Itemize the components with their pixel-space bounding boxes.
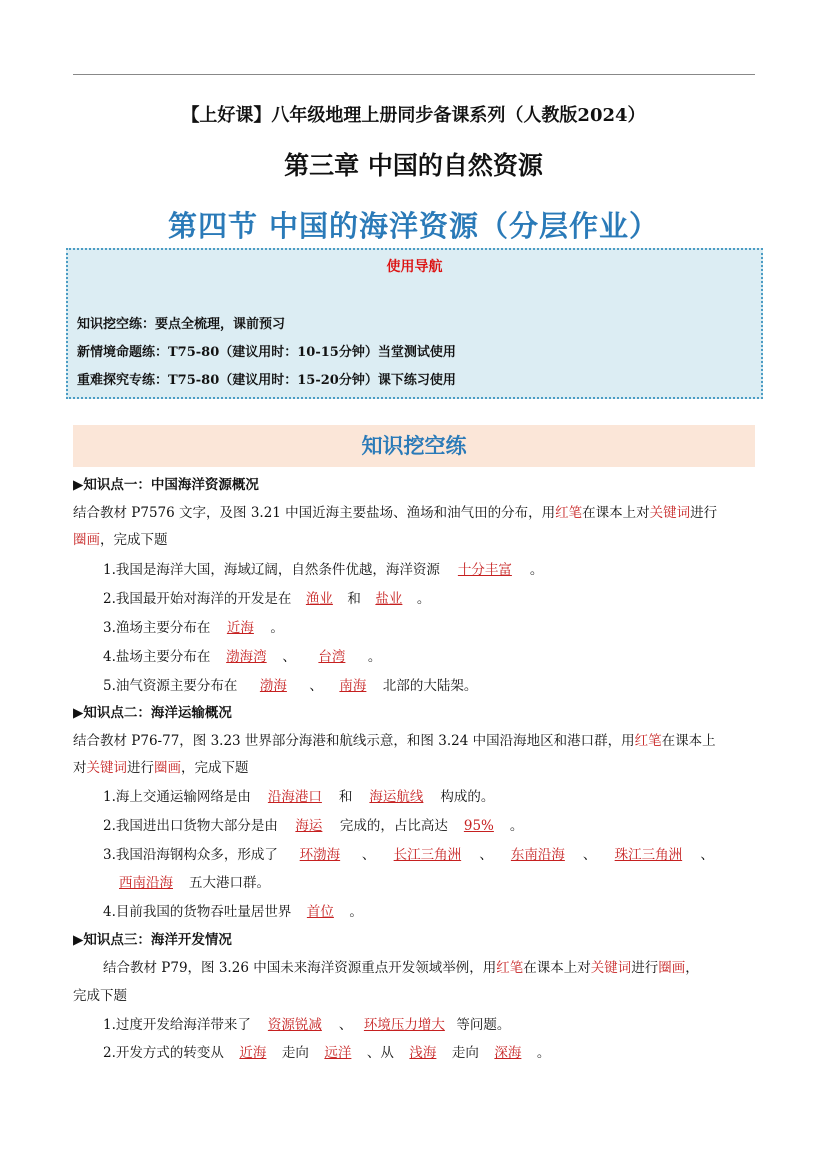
answer-blank: 95% [463,818,494,834]
kp2-question-3: 3.我国沿海钢构众多，形成了 环渤海 、 长江三角洲 、 东南沿海 、 珠江三角洲 、 [103,847,714,863]
kp2-intro: 结合教材 P76-77，图 3.23 世界部分海港和航线示意，和图 3.24 中国沿海地区和港口群，用红笔在课本上 [73,733,716,749]
kp3-question-2: 2.开发方式的转变从 近海 走向 远洋 、从 浅海 走向 深海 。 [103,1045,551,1061]
answer-blank: 台湾 [318,649,346,665]
kp1-question-2: 2.我国最开始对海洋的开发是在 渔业 和 盐业 。 [103,591,431,607]
section-title: 第四节 中国的海洋资源（分层作业） [167,209,660,243]
kp2-question-4: 4.目前我国的货物吞吐量居世界 首位 。 [103,904,363,920]
answer-blank: 近海 [226,620,254,636]
answer-blank: 长江三角洲 [393,847,462,863]
knowledge-point-1-title: ▶知识点一：中国海洋资源概况 [73,477,259,493]
kp3-question-1: 1.过度开发给海洋带来了 资源锐减 、 环境压力增大 等问题。 [103,1017,511,1033]
answer-blank: 盐业 [375,591,403,607]
kp1-intro: 结合教材 P7576 文字，及图 3.21 中国近海主要盐场、渔场和油气田的分布，用红笔在课本上对关键词进行 [73,505,718,521]
nav-line-2: 新情境命题练：T75-80（建议用时：10-15分钟）当堂测试使用 [77,345,456,360]
nav-line-3: 重难探究专练：T75-80（建议用时：15-20分钟）课下练习使用 [77,373,456,388]
answer-blank: 浅海 [409,1045,437,1061]
kp1-question-4: 4.盐场主要分布在 渤海湾 、 台湾 。 [103,649,382,665]
kp1-question-1: 1.我国是海洋大国，海域辽阔，自然条件优越，海洋资源 十分丰富 。 [103,562,544,578]
nav-title: 使用导航 [386,259,443,275]
kp3-intro-cont: 完成下题 [73,988,127,1004]
header-rule [73,74,755,75]
kp2-question-2: 2.我国进出口货物大部分是由 海运 完成的，占比高达 95% 。 [103,818,524,834]
answer-blank: 深海 [494,1045,522,1061]
answer-blank: 西南沿海 [119,875,173,891]
answer-blank: 珠江三角洲 [614,847,683,863]
chapter-title: 第三章 中国的自然资源 [284,151,543,180]
kp2-question-3-cont: 西南沿海 五大港口群。 [103,873,270,893]
answer-blank: 海运航线 [369,789,424,805]
answer-blank: 渤海 [259,678,287,694]
answer-blank: 环境压力增大 [363,1017,445,1033]
answer-blank: 东南沿海 [510,847,565,863]
kp2-question-1: 1.海上交通运输网络是由 沿海港口 和 海运航线 构成的。 [103,789,495,805]
kp1-intro-cont: 圈画，完成下题 [73,532,168,548]
answer-blank: 首位 [306,904,334,920]
answer-blank: 渔业 [305,591,333,607]
kp3-intro: 结合教材 P79，图 3.26 中国未来海洋资源重点开发领域举例，用红笔在课本上对关键词进行圈画， [103,960,699,976]
answer-blank: 十分丰富 [457,562,512,578]
nav-line-1: 知识挖空练：要点全梳理，课前预习 [77,317,286,332]
kp2-intro-cont: 对关键词进行圈画，完成下题 [73,760,249,776]
section-banner: 知识挖空练 [73,425,755,467]
series-title: 【上好课】八年级地理上册同步备课系列（人教版2024） [181,105,646,126]
answer-blank: 南海 [339,678,367,694]
answer-blank: 远洋 [324,1045,352,1061]
kp1-question-3: 3.渔场主要分布在 近海 。 [103,620,284,636]
usage-navigation-box [66,248,763,399]
kp1-question-5: 5.油气资源主要分布在 渤海 、 南海 北部的大陆架。 [103,678,478,694]
answer-blank: 环渤海 [299,847,341,863]
answer-blank: 渤海湾 [226,649,267,665]
knowledge-point-3-title: ▶知识点三：海洋开发情况 [73,932,232,948]
answer-blank: 海运 [295,818,323,834]
answer-blank: 沿海港口 [267,789,322,805]
knowledge-point-2-title: ▶知识点二：海洋运输概况 [73,705,232,721]
answer-blank: 近海 [239,1045,267,1061]
answer-blank: 资源锐减 [267,1017,322,1033]
